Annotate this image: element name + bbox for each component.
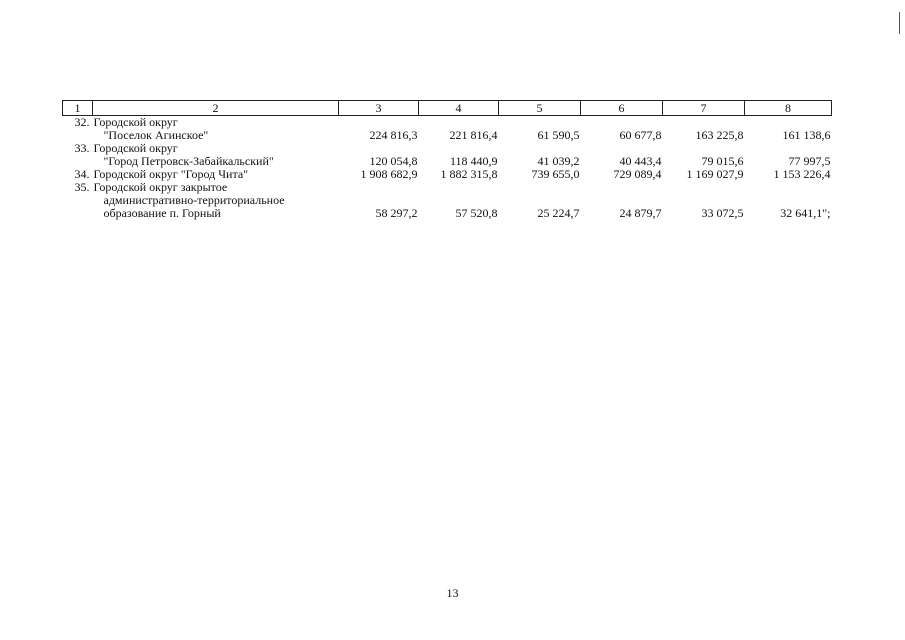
value-cell: 161 138,6 xyxy=(782,128,831,142)
table-row xyxy=(63,181,832,220)
value-cell: 40 443,4 xyxy=(619,154,662,168)
value-cell: 1 153 226,4 xyxy=(773,167,831,181)
value-cell: 224 816,3 xyxy=(369,128,418,142)
row-name xyxy=(93,116,339,143)
value-cell: 58 297,2 xyxy=(375,206,418,220)
column-header-6: 6 xyxy=(581,101,663,116)
row-name xyxy=(93,181,339,220)
value-cell: 25 224,7 xyxy=(537,206,580,220)
column-header-1: 1 xyxy=(63,101,93,116)
row-index: 33. xyxy=(74,141,90,155)
row-name-line: административно-территориальное xyxy=(103,193,285,207)
column-header-5: 5 xyxy=(499,101,581,116)
budget-table-container xyxy=(62,100,831,220)
page-edge-mark xyxy=(899,12,900,34)
row-index: 34. xyxy=(74,167,90,181)
value-cell: 1 908 682,9 xyxy=(360,167,418,181)
value-cell: 24 879,7 xyxy=(619,206,662,220)
column-header-8: 8 xyxy=(745,101,832,116)
row-name-line: "Поселок Агинское" xyxy=(103,128,209,142)
column-header-3: 3 xyxy=(339,101,419,116)
value-cell: 729 089,4 xyxy=(613,167,662,181)
value-cell: 118 440,9 xyxy=(449,154,498,168)
value-cell: 41 039,2 xyxy=(537,154,580,168)
value-cell: 163 225,8 xyxy=(695,128,744,142)
row-index: 32. xyxy=(74,115,90,129)
value-cell: 77 997,5 xyxy=(788,154,831,168)
value-cell: 33 072,5 xyxy=(701,206,744,220)
row-index: 35. xyxy=(74,180,90,194)
table-row xyxy=(63,142,832,168)
row-name-line: Городской округ закрытое xyxy=(93,180,228,194)
table-body xyxy=(63,116,832,221)
row-name-line: образование п. Горный xyxy=(103,206,221,220)
value-cell: 1 882 315,8 xyxy=(440,167,498,181)
value-cell: 120 054,8 xyxy=(369,154,418,168)
table-header-row xyxy=(63,101,832,116)
budget-table xyxy=(62,100,832,220)
value-cell: 61 590,5 xyxy=(537,128,580,142)
column-header-4: 4 xyxy=(419,101,499,116)
page-number: 13 xyxy=(446,586,459,600)
row-name-line: Городской округ xyxy=(93,115,178,129)
value-cell: 1 169 027,9 xyxy=(686,167,744,181)
column-header-7: 7 xyxy=(663,101,745,116)
value-cell: 739 655,0 xyxy=(531,167,580,181)
value-cell: 221 816,4 xyxy=(449,128,498,142)
value-cell: 57 520,8 xyxy=(455,206,498,220)
row-name xyxy=(93,142,339,168)
column-header-2: 2 xyxy=(93,101,339,116)
row-name-line: Городской округ "Город Чита" xyxy=(93,167,249,181)
value-cell: 60 677,8 xyxy=(619,128,662,142)
value-cell: 79 015,6 xyxy=(701,154,744,168)
row-name-line: "Город Петровск-Забайкальский" xyxy=(103,154,274,168)
row-name-line: Городской округ xyxy=(93,141,178,155)
value-cell: 32 641,1"; xyxy=(780,206,831,220)
table-row xyxy=(63,116,832,143)
